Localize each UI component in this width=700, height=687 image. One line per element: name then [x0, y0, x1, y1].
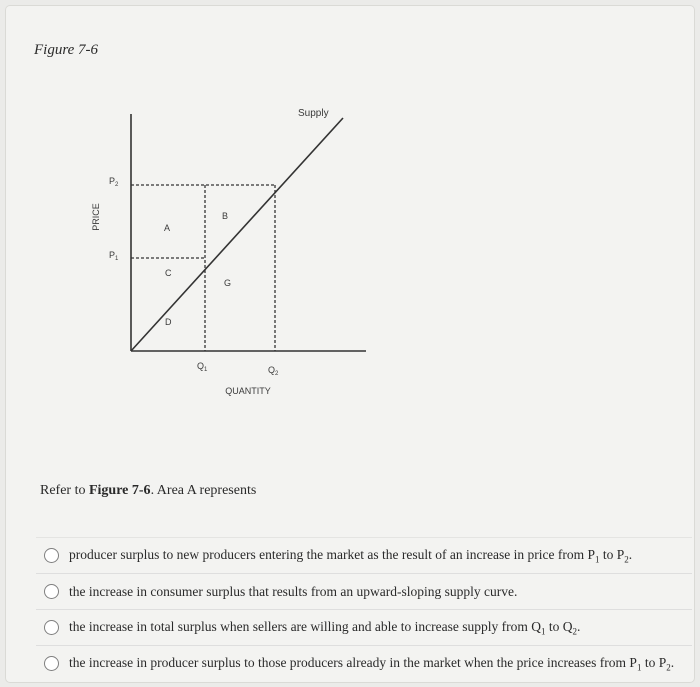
supply-label: Supply: [298, 108, 329, 119]
area-b-label: B: [222, 211, 229, 221]
option-label: the increase in producer surplus to those producers already in the market when the price increases from $P_1$ to $P_2$.: [69, 654, 675, 673]
supply-curve: [131, 118, 343, 351]
radio-button[interactable]: [44, 584, 59, 599]
area-c-label: C: [165, 268, 172, 278]
question-text: Refer to Figure 7-6. Area A represents: [40, 483, 257, 498]
q1-label: $Q_1$: [197, 361, 208, 373]
figure-title: Figure 7-6: [34, 42, 99, 58]
radio-button[interactable]: [44, 548, 59, 563]
option-label: producer surplus to new producers entering the market as the result of an increase in price from $P_1$ to $P_2$.: [69, 546, 633, 565]
area-d-label: D: [165, 317, 172, 327]
option-4[interactable]: [36, 645, 692, 681]
p2-label: $P_2$: [109, 176, 119, 188]
option-3[interactable]: [36, 609, 692, 645]
option-label: the increase in consumer surplus that results from an upward-sloping supply curve.: [69, 583, 518, 599]
radio-button[interactable]: [44, 656, 59, 671]
radio-button[interactable]: [44, 620, 59, 635]
price-axis-label: PRICE: [91, 203, 101, 231]
option-1[interactable]: [36, 537, 692, 573]
q2-label: $Q_2$: [268, 365, 279, 377]
quantity-axis-label: QUANTITY: [225, 386, 271, 396]
option-2[interactable]: [36, 573, 692, 609]
area-a-label: A: [164, 223, 171, 233]
figure-reference: Figure 7-6: [88, 483, 151, 498]
p1-label: $P_1$: [109, 250, 119, 262]
answer-options: [36, 537, 692, 681]
option-label: the increase in total surplus when sellers are willing and able to increase supply from $Q_1$ to $Q_2$.: [69, 618, 581, 637]
area-g-label: G: [224, 278, 232, 288]
